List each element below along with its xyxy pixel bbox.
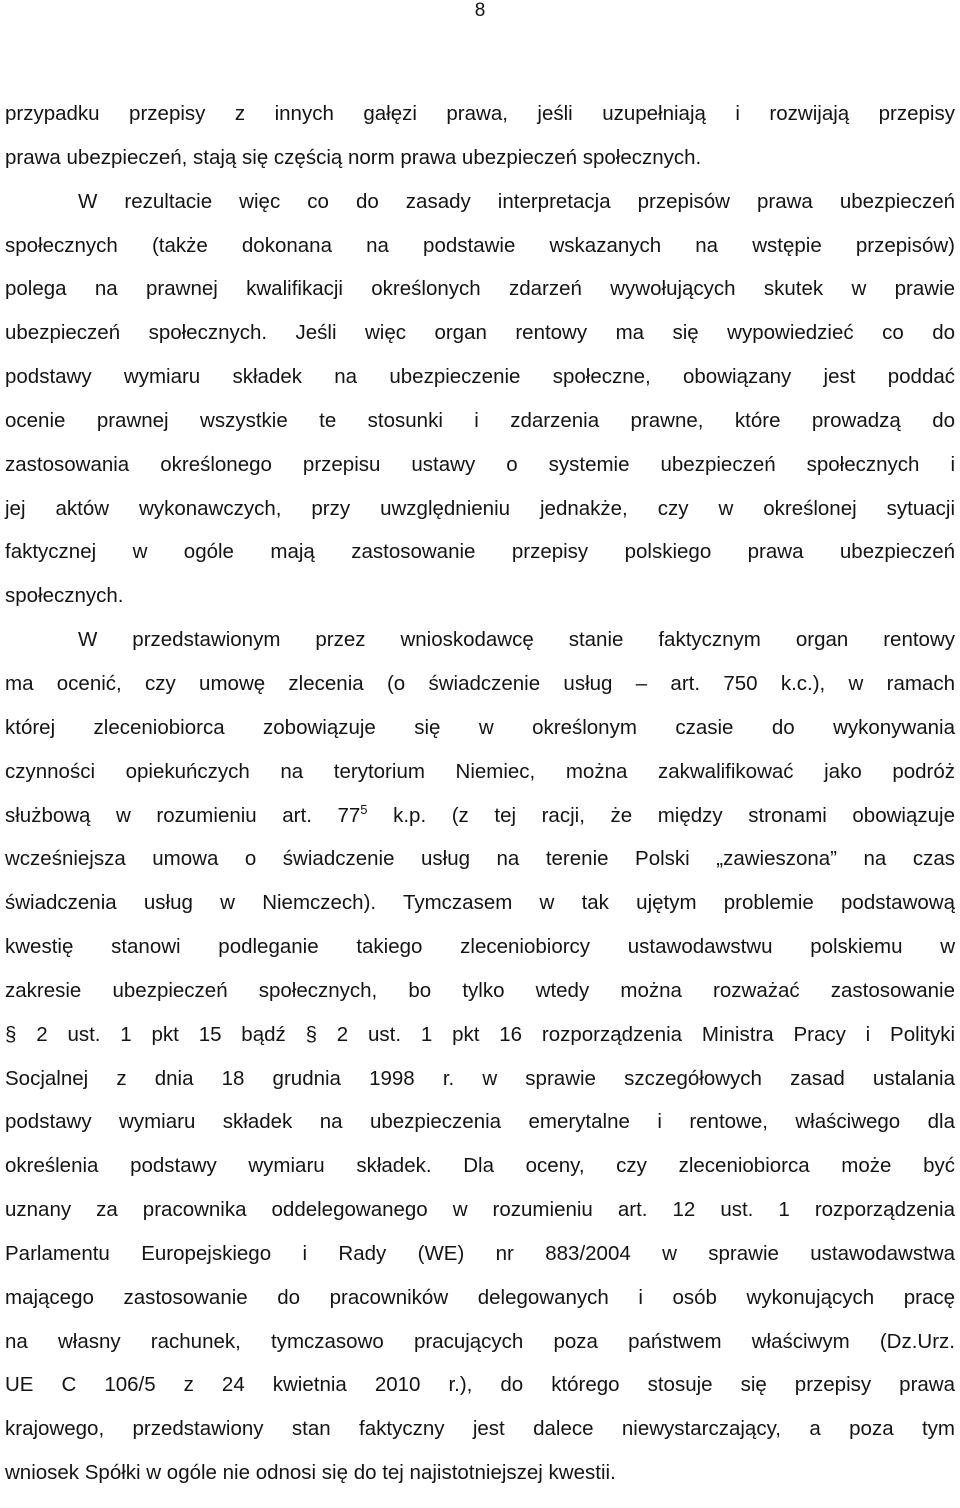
text-line [5, 530, 955, 574]
line-text: W przedstawionym przez wnioskodawcę stanie faktycznym organ rentowy [78, 628, 955, 652]
text-line [5, 487, 955, 531]
text-line [5, 267, 955, 311]
text-line [5, 1276, 955, 1320]
text-line [5, 925, 955, 969]
line-text: prawa ubezpieczeń, stają się częścią norm prawa ubezpieczeń społecznych. [5, 145, 702, 169]
line-text: wniosek Spółki w ogóle nie odnosi się do tej najistotniejszej kwestii. [5, 1461, 616, 1485]
text-line [5, 180, 955, 224]
line-text: podstawy wymiaru składek na ubezpieczenie społeczne, obowiązany jest poddać [5, 365, 955, 389]
article-superscript: 5 [360, 801, 368, 817]
line-text: wcześniejsza umowa o świadczenie usług na terenie Polski „zawieszona” na czas [5, 847, 955, 871]
line-text: uznany za pracownika oddelegowanego w rozumieniu art. 12 ust. 1 rozporządzenia [5, 1198, 955, 1222]
line-text: której zleceniobiorca zobowiązuje się w określonym czasie do wykonywania [5, 715, 955, 739]
text-line [5, 1188, 955, 1232]
line-text: ma ocenić, czy umowę zlecenia (o świadczenie usług – art. 750 k.c.), w ramach [5, 671, 955, 695]
line-text: zakresie ubezpieczeń społecznych, bo tylko wtedy można rozważać zastosowanie [5, 978, 955, 1002]
line-text: krajowego, przedstawiony stan faktyczny jest dalece niewystarczający, a poza tym [5, 1417, 955, 1441]
line-text: zastosowania określonego przepisu ustawy o systemie ubezpieczeń społecznych i [5, 452, 955, 476]
text-line [5, 1451, 955, 1495]
text-line [5, 1013, 955, 1057]
text-line [5, 662, 955, 706]
text-line [5, 706, 955, 750]
text-line [5, 1407, 955, 1451]
text-line [5, 311, 955, 355]
text-line [5, 1363, 955, 1407]
line-text: określenia podstawy wymiaru składek. Dla oceny, czy zleceniobiorca może być [5, 1154, 955, 1178]
text-line [5, 794, 955, 838]
line-text: § 2 ust. 1 pkt 15 bądź § 2 ust. 1 pkt 16 rozporządzenia Ministra Pracy i Polityki [5, 1022, 955, 1046]
text-line [5, 1320, 955, 1364]
text-line [5, 618, 955, 662]
line-text: W rezultacie więc co do zasady interpretacja przepisów prawa ubezpieczeń [78, 189, 955, 213]
line-text: Parlamentu Europejskiego i Rady (WE) nr 883/2004 w sprawie ustawodawstwa [5, 1241, 955, 1265]
text-line [5, 224, 955, 268]
line-text: faktycznej w ogóle mają zastosowanie przepisy polskiego prawa ubezpieczeń [5, 540, 955, 564]
text-line [5, 881, 955, 925]
line-text: polega na prawnej kwalifikacji określonych zdarzeń wywołujących skutek w prawie [5, 277, 955, 301]
text-line [5, 1232, 955, 1276]
line-text: społecznych. [5, 584, 124, 608]
line-text: służbową w rozumieniu art. 77 [5, 803, 361, 827]
line-text: ubezpieczeń społecznych. Jeśli więc organ rentowy ma się wypowiedzieć co do [5, 321, 955, 345]
text-line [5, 136, 955, 180]
line-text: ocenie prawnej wszystkie te stosunki i zdarzenia prawne, które prowadzą do [5, 408, 955, 432]
line-text: podstawy wymiaru składek na ubezpieczenia emerytalne i rentowe, właściwego dla [5, 1110, 955, 1134]
line-text: czynności opiekuńczych na terytorium Niemiec, można zakwalifikować jako podróż [5, 759, 955, 783]
text-line [5, 969, 955, 1013]
text-line [5, 1057, 955, 1101]
line-text: na własny rachunek, tymczasowo pracujących poza państwem właściwym (Dz.Urz. [5, 1329, 955, 1353]
text-line [5, 750, 955, 794]
text-line [5, 1144, 955, 1188]
text-line [5, 399, 955, 443]
document-body [5, 92, 955, 1495]
text-line [5, 92, 955, 136]
line-text-continued: k.p. (z tej racji, że między stronami obowiązuje [367, 803, 955, 827]
line-text: UE C 106/5 z 24 kwietnia 2010 r.), do którego stosuje się przepisy prawa [5, 1373, 955, 1397]
line-text: Socjalnej z dnia 18 grudnia 1998 r. w sprawie szczegółowych zasad ustalania [5, 1066, 955, 1090]
line-text: kwestię stanowi podleganie takiego zleceniobiorcy ustawodawstwu polskiemu w [5, 935, 955, 959]
line-text: jej aktów wykonawczych, przy uwzględnieniu jednakże, czy w określonej sytuacji [5, 496, 955, 520]
text-line [5, 355, 955, 399]
line-text: mającego zastosowanie do pracowników delegowanych i osób wykonujących pracę [5, 1285, 955, 1309]
text-line [5, 574, 955, 618]
text-line [5, 443, 955, 487]
line-text: społecznych (także dokonana na podstawie wskazanych na wstępie przepisów) [5, 233, 955, 257]
page-number: 8 [474, 0, 486, 21]
text-line [5, 837, 955, 881]
text-line [5, 1100, 955, 1144]
line-text: świadczenia usług w Niemczech). Tymczasem w tak ujętym problemie podstawową [5, 891, 955, 915]
line-text: przypadku przepisy z innych gałęzi prawa, jeśli uzupełniają i rozwijają przepisy [5, 102, 955, 125]
